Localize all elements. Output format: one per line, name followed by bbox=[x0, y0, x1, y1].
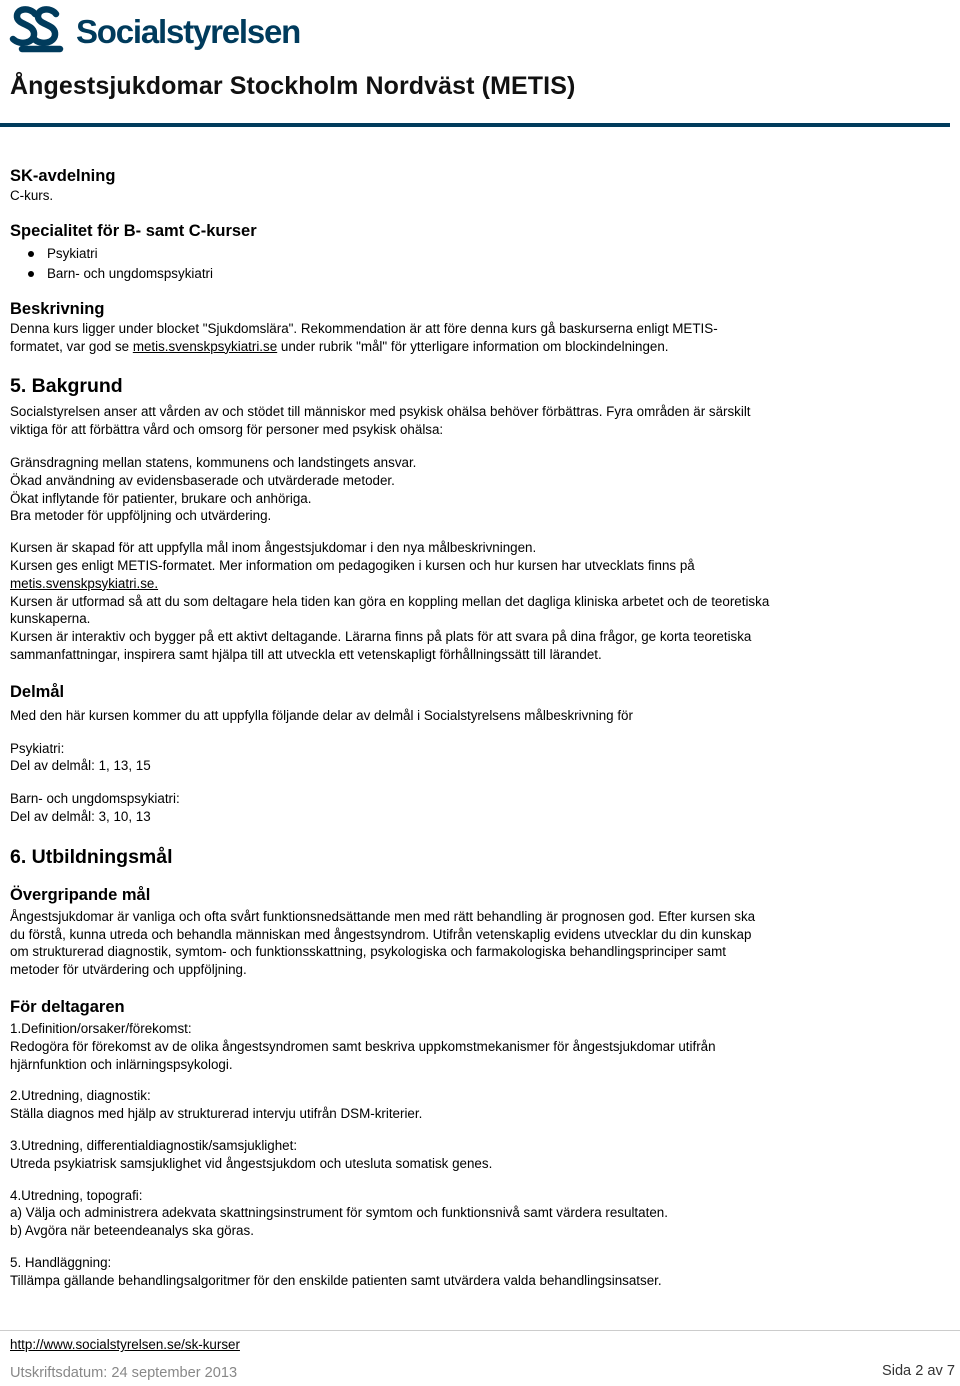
logo-wordmark: Socialstyrelsen bbox=[76, 13, 301, 50]
list-item: Gränsdragning mellan statens, kommunens och landstingets ansvar. bbox=[10, 454, 417, 470]
bakgrund-paragraph: Kursen är utformad så att du som deltagare hela tiden kan göra en koppling mellan det dagliga kliniska arbetet och de teoretiska kunskaperna. bbox=[10, 593, 770, 627]
goal-title: 3.Utredning, differentialdiagnostik/samsjuklighet: bbox=[10, 1137, 298, 1153]
list-item: Ökad användning av evidensbaserade och utvärderade metoder. bbox=[10, 472, 395, 488]
bakgrund-heading: 5. Bakgrund bbox=[10, 375, 123, 398]
overgripande-heading: Övergripande mål bbox=[10, 885, 151, 904]
goal-text: a) Välja och administrera adekvata skattningsinstrument för symtom och funktionsnivå samt värdera resultaten. bbox=[10, 1205, 668, 1221]
overgripande-text: Ångestsjukdomar är vanliga och ofta svårt funktionsnedsättande men med rätt behandling är prognosen god. Efter kursen ska du förstå, kunna utreda och behandla människan med ångestsyndrom. Utifrån vetenskaplig evidens utvecklar du din kunskap om strukturerad diagnostik, symtom- och funktionsskattning, psykologiska och farmakologiska behandlingsprinciper samt metoder för utvärdering och uppföljning. bbox=[10, 908, 756, 978]
for-deltagaren-heading: För deltagaren bbox=[10, 997, 125, 1016]
goal-item bbox=[10, 1137, 770, 1173]
goal-text: Tillämpa gällande behandlingsalgoritmer för den enskilde patienten samt utvärdera valda behandlingsinsatser. bbox=[10, 1272, 662, 1288]
utbildningsmal-heading: 6. Utbildningsmål bbox=[10, 845, 173, 868]
main-content bbox=[10, 165, 770, 1289]
goal-text: Ställa diagnos med hjälp av strukturerad intervju utifrån DSM-kriterier. bbox=[10, 1106, 423, 1122]
goal-title: 5. Handläggning: bbox=[10, 1254, 112, 1270]
goal-title: 2.Utredning, diagnostik: bbox=[10, 1088, 151, 1104]
bakgrund-paragraph bbox=[10, 557, 770, 593]
beskrivning-heading: Beskrivning bbox=[10, 299, 105, 318]
page-title: Ångestsjukdomar Stockholm Nordväst (METIS) bbox=[10, 72, 576, 100]
delmal-psykiatri-value: Del av delmål: 1, 13, 15 bbox=[10, 758, 151, 774]
goal-item bbox=[10, 1254, 770, 1290]
title-divider bbox=[0, 123, 950, 127]
goal-text: Redogöra för förekomst av de olika ångestsyndromen samt beskriva uppkomstmekanismer för ångestsjukdomar utifrån hjärnfunktion och inlärningspsykologi. bbox=[10, 1038, 716, 1072]
beskrivning-text-before: Denna kurs ligger under blocket "Sjukdomslära". Rekommendation är att före denna kurs gå baskurserna enligt METIS-formatet, var god se bbox=[10, 320, 718, 354]
page-number: Sida 2 av 7 bbox=[881, 1363, 955, 1379]
socialstyrelsen-emblem-icon bbox=[8, 2, 72, 56]
bakgrund-paragraphs bbox=[10, 539, 770, 664]
bakgrund-paragraph: Kursen är skapad för att uppfylla mål inom ångestsjukdomar i den nya målbeskrivningen. bbox=[10, 540, 537, 556]
specialitet-list bbox=[10, 244, 770, 284]
list-item: Barn- och ungdomspsykiatri bbox=[47, 264, 770, 284]
goal-item bbox=[10, 1020, 770, 1073]
beskrivning-text bbox=[10, 320, 770, 356]
delmal-heading: Delmål bbox=[10, 682, 65, 701]
list-item: Ökat inflytande för patienter, brukare och anhöriga. bbox=[10, 490, 312, 506]
goal-text: Utreda psykiatrisk samsjuklighet vid ångestsjukdom och utesluta somatisk genes. bbox=[10, 1155, 493, 1171]
sk-avdelning-heading: SK-avdelning bbox=[10, 167, 116, 185]
goal-item bbox=[10, 1087, 770, 1123]
bakgrund-intro: Socialstyrelsen anser att vården av och stödet till människor med psykisk ohälsa behöver förbättras. Fyra områden är särskilt viktiga för att förbättra vård och omsorg för personer med psykisk ohälsa: bbox=[10, 404, 751, 438]
delmal-bup-label: Barn- och ungdomspsykiatri: bbox=[10, 791, 180, 807]
goal-text: b) Avgöra när beteendeanalys ska göras. bbox=[10, 1223, 254, 1239]
footer-divider bbox=[0, 1330, 960, 1331]
goal-item bbox=[10, 1187, 770, 1240]
footer-url-link[interactable]: http://www.socialstyrelsen.se/sk-kurser bbox=[10, 1337, 240, 1352]
list-item: Psykiatri bbox=[47, 244, 770, 264]
list-item: Bra metoder för uppföljning och utvärdering. bbox=[10, 508, 272, 524]
bakgrund-p2-text: Kursen ges enligt METIS-formatet. Mer information om pedagogiken i kursen och hur kursen har utvecklats finns på bbox=[10, 557, 695, 573]
delmal-bup-value: Del av delmål: 3, 10, 13 bbox=[10, 808, 151, 824]
delmal-intro: Med den här kursen kommer du att uppfylla följande delar av delmål i Socialstyrelsens målbeskrivning för bbox=[10, 707, 633, 723]
beskrivning-text-after: under rubrik "mål" för ytterligare information om blockindelningen. bbox=[277, 338, 669, 354]
print-date: Utskriftsdatum: 24 september 2013 bbox=[10, 1365, 238, 1381]
socialstyrelsen-logo bbox=[8, 2, 300, 56]
goal-title: 4.Utredning, topografi: bbox=[10, 1187, 143, 1203]
sk-avdelning-text: C-kurs. bbox=[10, 188, 54, 203]
specialitet-heading: Specialitet för B- samt C-kurser bbox=[10, 221, 257, 240]
metis-link[interactable]: metis.svenskpsykiatri.se. bbox=[10, 575, 159, 591]
delmal-psykiatri-label: Psykiatri: bbox=[10, 740, 65, 756]
metis-link[interactable]: metis.svenskpsykiatri.se bbox=[132, 338, 278, 354]
bakgrund-paragraph: Kursen är interaktiv och bygger på ett aktivt deltagande. Lärarna finns på plats för att svara på dina frågor, ge korta teoretiska sammanfattningar, inspirera samt hjälpa till att utveckla ett vetenskapligt förhållningssätt till lärandet. bbox=[10, 629, 752, 662]
bakgrund-areas bbox=[10, 454, 770, 525]
goal-title: 1.Definition/orsaker/förekomst: bbox=[10, 1020, 192, 1036]
